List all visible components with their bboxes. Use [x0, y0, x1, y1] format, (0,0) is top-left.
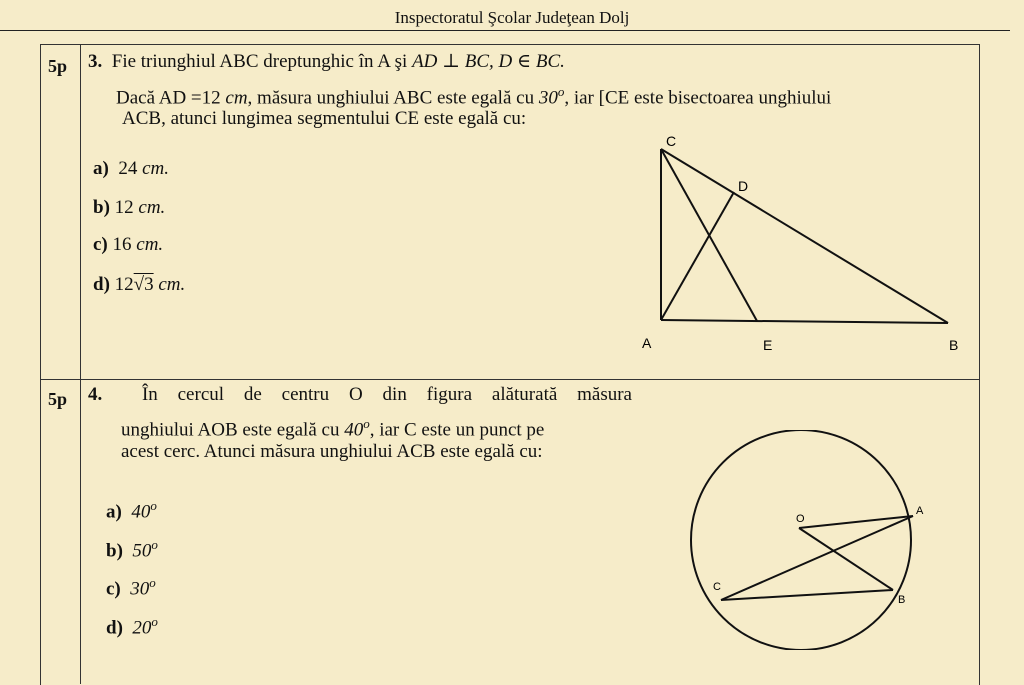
q3-points: 5p [48, 56, 68, 76]
q3-option-a-value: 24 [118, 158, 143, 179]
q4-option-b-letter: b) [106, 540, 123, 562]
label-o: O [796, 513, 805, 525]
segment-ad [661, 192, 734, 320]
score-column-divider [80, 44, 81, 684]
q4-option-d-value: 20 [132, 617, 152, 639]
q4-option-d[interactable] [106, 614, 158, 639]
q3-number: 3. [88, 51, 103, 72]
q4-line1-text: În cercul de centru O din figura alăturată măsura [141, 384, 632, 405]
q3-option-a[interactable] [93, 158, 169, 180]
q4-option-d-letter: d) [106, 617, 123, 639]
q3-line2-c: , iar [CE este bisectoarea unghiului [564, 87, 832, 109]
page-header: Inspectoratul Şcolar Judeţean Dolj [394, 8, 630, 27]
q3-option-a-unit: cm. [142, 158, 169, 179]
segment-cb [721, 590, 893, 600]
q3-option-c-value: 16 [112, 234, 137, 255]
label-a: A [916, 505, 924, 517]
q3-triangle-figure [630, 125, 980, 360]
q4-line2-deg: o [363, 416, 370, 431]
q3-line1 [88, 47, 565, 77]
label-e: E [763, 337, 773, 353]
q4-option-b-deg: o [151, 537, 158, 552]
q4-option-b-value: 50 [132, 540, 152, 562]
q4-option-d-deg: o [151, 614, 158, 629]
label-b: B [898, 594, 906, 606]
q3-option-c-unit: cm. [136, 234, 164, 255]
q4-line2-a: unghiului AOB este egală cu [121, 419, 345, 441]
header-rule [0, 30, 1010, 31]
label-b: B [949, 337, 959, 353]
q3-option-b-letter: b) [93, 197, 110, 218]
q3-option-b-value: 12 [114, 197, 139, 218]
q4-option-a-letter: a) [106, 501, 122, 523]
q3-option-d[interactable] [93, 274, 185, 296]
q4-option-a[interactable] [106, 498, 157, 523]
q4-option-c-deg: o [149, 575, 156, 590]
q4-number: 4. [88, 384, 103, 405]
segment-cb [661, 149, 948, 323]
q4-option-b[interactable] [106, 537, 158, 562]
q4-option-c[interactable] [106, 575, 156, 600]
q4-line2-b: , iar C este un punct pe [369, 419, 545, 441]
segment-oa [799, 516, 913, 528]
q3-line1-math: AD ⊥ BC, D ∈ BC. [412, 51, 565, 72]
q3-option-d-radical: √3 [133, 274, 154, 295]
circle [691, 430, 911, 650]
q3-option-d-value: 12 [114, 274, 134, 295]
q3-line3: ACB, atunci lungimea segmentului CE este egală cu: [122, 108, 527, 129]
q4-option-a-deg: o [150, 498, 157, 513]
q3-option-d-unit: cm. [153, 274, 186, 295]
q4-option-a-value: 40 [131, 501, 151, 523]
q4-points: 5p [48, 389, 68, 409]
q3-line2-a: Dacă AD =12 [116, 87, 226, 109]
q4-option-c-value: 30 [130, 578, 150, 600]
q4-circle-figure [680, 430, 940, 650]
q3-line2-deg: o [557, 84, 565, 99]
segment-ab [661, 320, 948, 323]
q3-line2-unit: cm [225, 87, 248, 109]
q4-line2-angle: 40 [344, 419, 364, 441]
q3-option-c-letter: c) [93, 234, 108, 255]
q4-line3: acest cerc. Atunci măsura unghiului ACB este egală cu: [121, 441, 543, 462]
q3-option-d-letter: d) [93, 274, 110, 295]
q3-option-a-letter: a) [93, 158, 109, 179]
label-c: C [713, 581, 721, 593]
label-d: D [738, 178, 749, 194]
segment-ca [721, 516, 913, 600]
label-c: C [666, 133, 677, 149]
q3-line1-text: Fie triunghiul ABC dreptunghic în A şi [111, 51, 413, 72]
q3-option-b-unit: cm. [138, 197, 166, 218]
q3-option-c[interactable] [93, 234, 163, 256]
label-a: A [642, 335, 652, 351]
q3-line2-angle: 30 [538, 87, 558, 109]
q4-option-c-letter: c) [106, 578, 121, 600]
q4-line1 [88, 380, 632, 410]
q3-line2-b: , măsura unghiului ABC este egală cu [247, 87, 539, 109]
q3-option-b[interactable] [93, 197, 165, 219]
